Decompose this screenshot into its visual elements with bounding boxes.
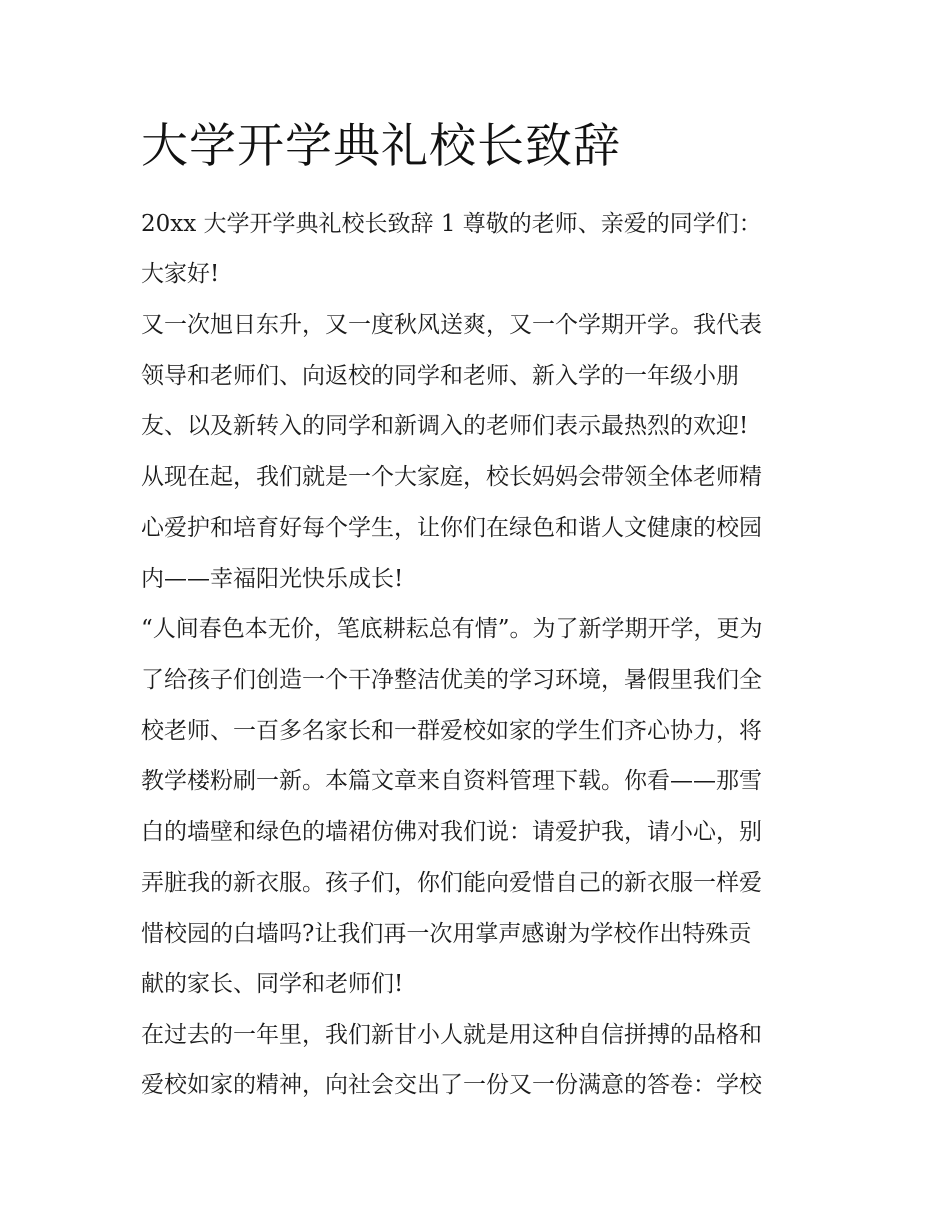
- paragraph-line: 献的家长、同学和老师们!: [141, 971, 404, 997]
- paragraph-line: 友、以及新转入的同学和新调入的老师们表示最热烈的欢迎!: [141, 413, 749, 439]
- paragraph-line: 校老师、一百多名家长和一群爱校如家的学生们齐心协力，将: [141, 718, 762, 744]
- paragraph-line: 弄脏我的新衣服。孩子们，你们能向爱惜自己的新衣服一样爱: [141, 870, 762, 896]
- paragraph-line: 了给孩子们创造一个干净整洁优美的学习环境，暑假里我们全: [141, 667, 762, 693]
- paragraph-line: 教学楼粉刷一新。本篇文章来自资料管理下载。你看——那雪: [141, 768, 762, 794]
- paragraph-line: 白的墙壁和绿色的墙裙仿佛对我们说：请爱护我，请小心，别: [141, 819, 762, 845]
- paragraph-line: 从现在起，我们就是一个大家庭，校长妈妈会带领全体老师精: [141, 464, 762, 490]
- paragraph-line: 领导和老师们、向返校的同学和老师、新入学的一年级小朋: [141, 363, 739, 389]
- paragraph-line: 20xx 大学开学典礼校长致辞 1 尊敬的老师、亲爱的同学们：: [141, 211, 762, 237]
- paragraph-line: 爱校如家的精神，向社会交出了一份又一份满意的答卷：学校: [141, 1072, 762, 1098]
- paragraph-line: 内——幸福阳光快乐成长!: [141, 566, 404, 592]
- paragraph-line: 大家好!: [141, 261, 220, 287]
- paragraph-line: 在过去的一年里，我们新甘小人就是用这种自信拼搏的品格和: [141, 1022, 762, 1048]
- paragraph-line: “人间春色本无价，笔底耕耘总有情”。为了新学期开学，更为: [141, 616, 763, 642]
- document-title: 大学开学典礼校长致辞: [141, 119, 621, 174]
- paragraph-line: 又一次旭日东升，又一度秋风送爽，又一个学期开学。我代表: [141, 312, 762, 338]
- paragraph-line: 心爱护和培育好每个学生，让你们在绿色和谐人文健康的校园: [141, 515, 762, 541]
- paragraph-line: 惜校园的白墙吗?让我们再一次用掌声感谢为学校作出特殊贡: [141, 921, 752, 947]
